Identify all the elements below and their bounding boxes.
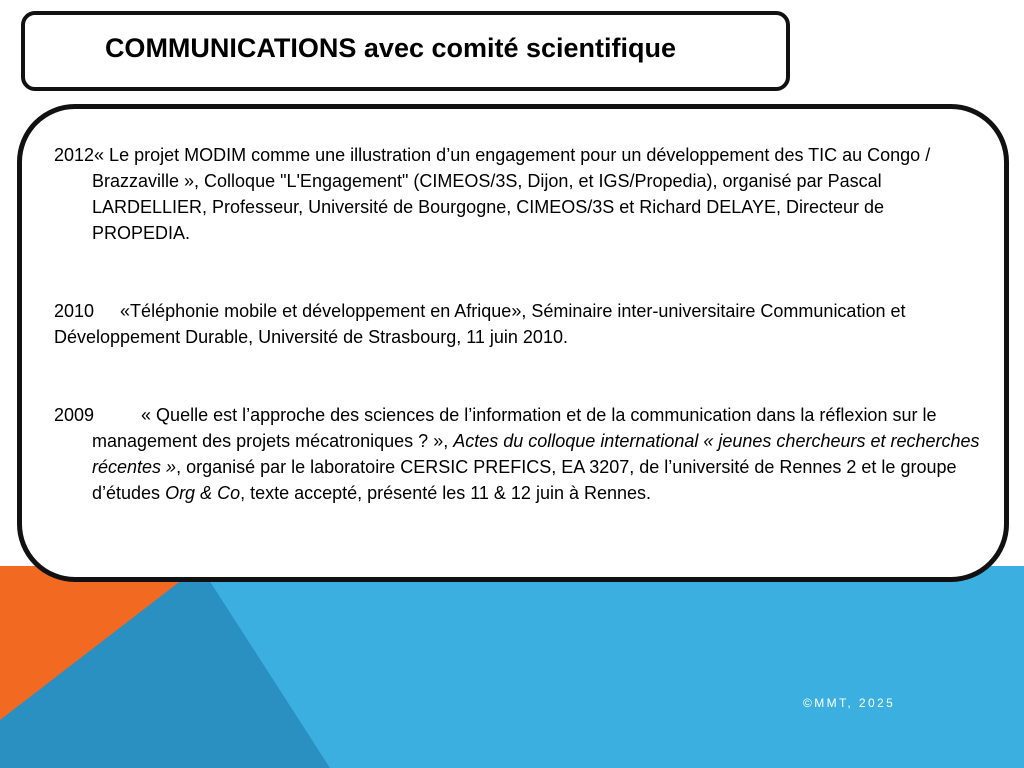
entry-year: 2012 bbox=[54, 145, 95, 165]
content-box bbox=[17, 104, 1009, 582]
communications-list bbox=[54, 142, 984, 506]
entry-2012 bbox=[54, 142, 984, 246]
entry-text: « Quelle est l’approche des sciences de l’information et de la communication dans la réflexion sur le management des projets mécatroniques ? », bbox=[92, 405, 937, 451]
entry-text: , texte accepté, présenté les 11 & 12 juin à Rennes. bbox=[240, 483, 652, 503]
entry-text-italic: Org & Co bbox=[165, 483, 241, 503]
entry-year: 2009 bbox=[54, 405, 95, 425]
entry-text: «Téléphonie mobile et développement en Afrique», Séminaire inter-universitaire Communication et Développement Durable, Université de Strasbourg, 11 juin 2010. bbox=[54, 301, 906, 347]
entry-text: , organisé par le laboratoire CERSIC PREFICS, EA 3207, de l’université de Rennes 2 et le groupe d’études bbox=[92, 457, 957, 503]
entry-2009 bbox=[54, 402, 984, 506]
entry-2010 bbox=[54, 298, 984, 350]
entry-text-italic: Actes du colloque international « jeunes chercheurs et recherches récentes » bbox=[92, 431, 980, 477]
entry-text: « Le projet MODIM comme une illustration d’un engagement pour un développement des TIC au Congo / Brazzaville », Colloque "L'Engagement" (CIMEOS/3S, Dijon, et IGS/Propedia), organisé par Pascal LARDELLIER, Professeur, Université de Bourgogne, CIMEOS/3S et Richard DELAYE, Directeur de PROPEDIA. bbox=[92, 145, 931, 243]
title-box bbox=[21, 11, 790, 91]
copyright-footer: ©MMT, 2025 bbox=[803, 696, 896, 710]
slide-title: COMMUNICATIONS avec comité scientifique bbox=[104, 32, 677, 63]
entry-year: 2010 bbox=[54, 301, 95, 321]
